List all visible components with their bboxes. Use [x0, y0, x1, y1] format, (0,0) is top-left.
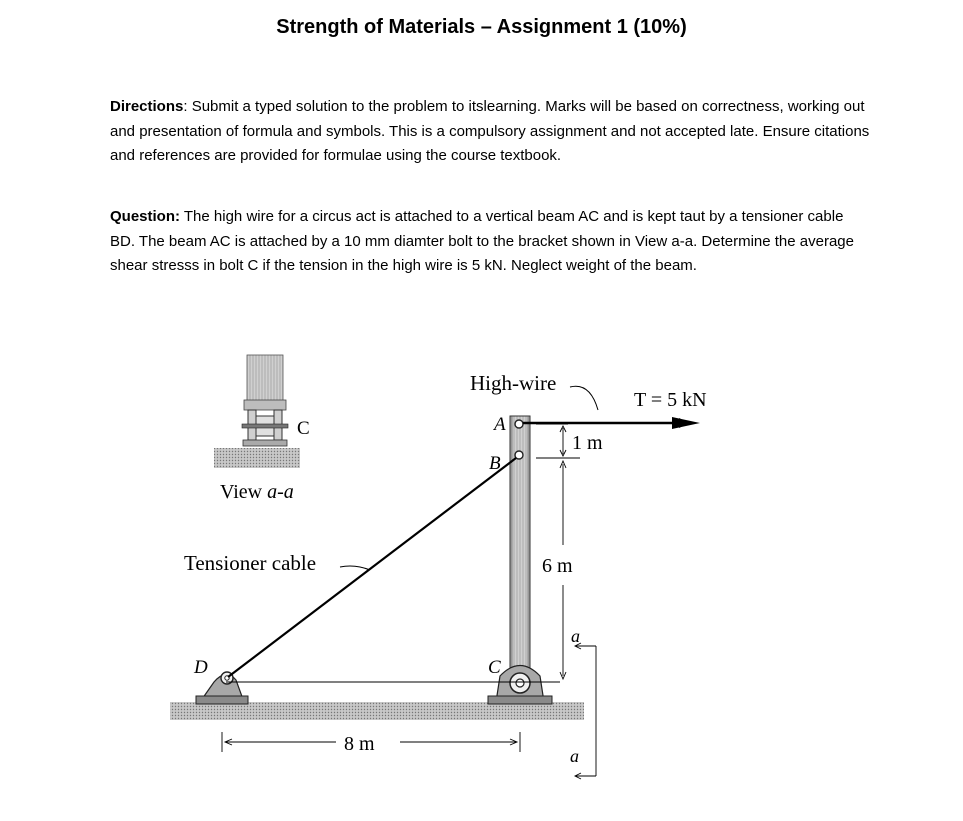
point-d-label: D	[194, 657, 208, 678]
view-bolt-label: C	[297, 418, 310, 439]
bolt-c	[242, 424, 288, 428]
view-a-a-detail	[214, 355, 310, 503]
dim-8m-label: 8 m	[344, 733, 375, 755]
point-c-label: C	[488, 657, 501, 678]
pin-b	[515, 451, 523, 459]
directions-label: Directions	[110, 98, 184, 115]
high-wire-leader	[570, 386, 598, 410]
tensioner-label: Tensioner cable	[184, 551, 317, 575]
high-wire-label: High-wire	[470, 371, 557, 395]
tension-arrowhead	[672, 417, 700, 429]
view-label-italic: a-a	[267, 481, 294, 503]
dim-1m-label: 1 m	[572, 432, 603, 454]
section-a-bottom-label: a	[570, 746, 579, 766]
beam-section	[247, 355, 283, 405]
ground-view	[214, 448, 300, 468]
view-label-prefix: View	[220, 481, 268, 503]
tensioner-leader	[340, 566, 370, 570]
question-label: Question:	[110, 208, 180, 225]
section-a-top-label: a	[571, 626, 580, 646]
point-a-label: A	[494, 414, 506, 435]
beam-cap	[244, 400, 286, 410]
dim-6m-label: 6 m	[542, 555, 573, 577]
question-text: The high wire for a circus act is attached to a vertical beam AC and is kept taut by a tensioner cable BD. The beam AC is attached by a 10 mm diamter bolt to the bracket shown in View a-a. Determine the average shear stresss in bolt C if the tension in the high wire is 5 kN. Neglect weight of the beam.	[110, 208, 854, 274]
ground-main	[170, 702, 584, 720]
tension-label: T = 5 kN	[634, 389, 707, 411]
point-b-label: B	[489, 453, 501, 474]
page-title: Strength of Materials – Assignment 1 (10%)	[276, 16, 687, 38]
bracket-base	[243, 440, 287, 446]
directions-text: : Submit a typed solution to the problem to itslearning. Marks will be based on correctness, working out and presentation of formula and symbols. This is a compulsory assignment and not accepted late. Ensure citations and references are provided for formulae using the course textbook.	[110, 98, 870, 164]
view-label	[220, 481, 294, 503]
pin-a	[515, 420, 523, 428]
